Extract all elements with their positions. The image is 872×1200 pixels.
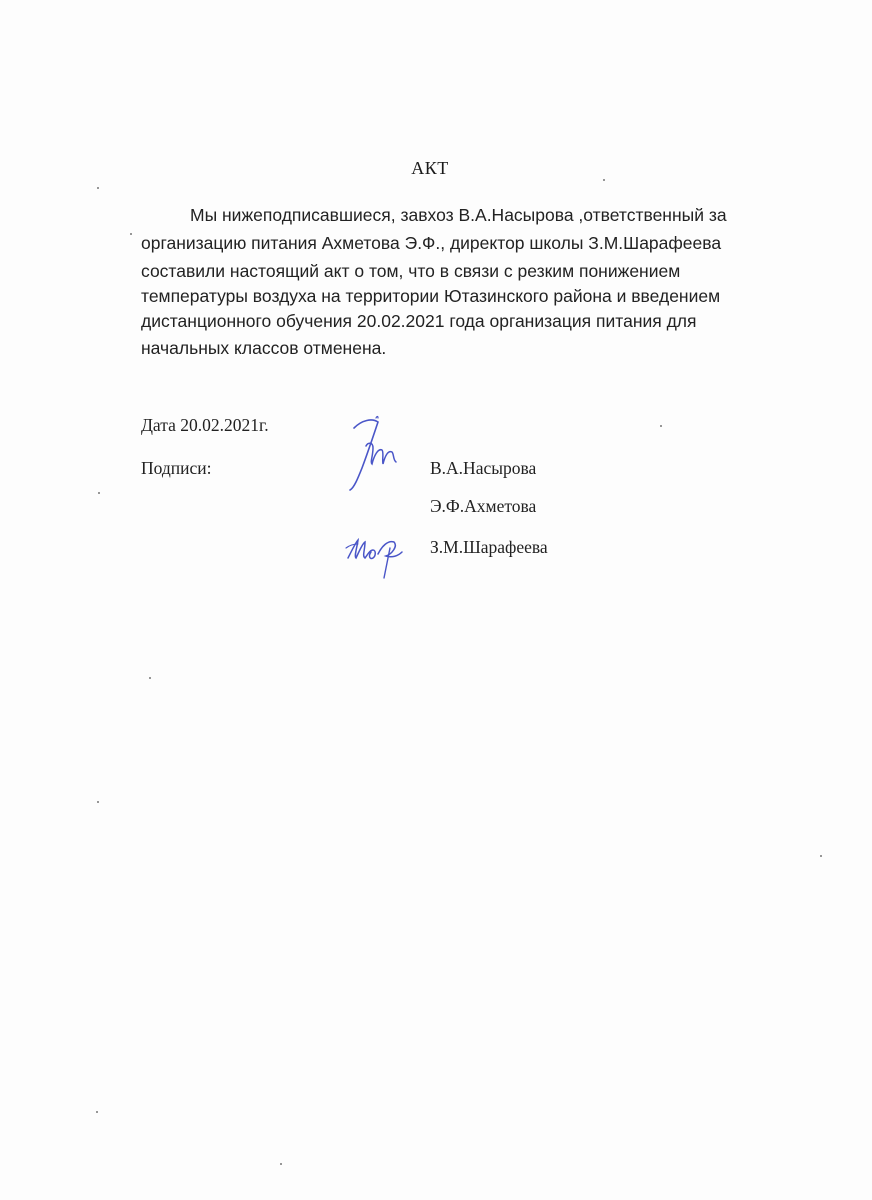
- paragraph-line-2: организацию питания Ахметова Э.Ф., директор школы З.М.Шарафеева: [141, 233, 722, 253]
- scan-speck: [130, 233, 132, 235]
- scan-speck: [98, 492, 100, 494]
- paragraph-line-6: начальных классов отменена.: [141, 338, 387, 358]
- scan-speck: [97, 187, 99, 189]
- signatures-label: Подписи:: [141, 458, 212, 478]
- paragraph-line-3: составили настоящий акт о том, что в связи с резким понижением: [141, 261, 681, 281]
- signature-1: [340, 412, 410, 494]
- scan-speck: [149, 677, 151, 679]
- scan-speck: [96, 1111, 98, 1113]
- scan-speck: [660, 425, 662, 427]
- paragraph-line-4: температуры воздуха на территории Ютазинского района и введением: [141, 286, 721, 306]
- signatory-2: Э.Ф.Ахметова: [430, 496, 537, 516]
- signatory-1: В.А.Насырова: [430, 458, 537, 478]
- signatory-3: З.М.Шарафеева: [430, 537, 548, 557]
- paragraph-line-1: Мы нижеподписавшиеся, завхоз В.А.Насырова ,ответственный за: [190, 205, 727, 225]
- document-title: АКТ: [411, 158, 449, 178]
- scan-speck: [97, 801, 99, 803]
- date-line: Дата 20.02.2021г.: [141, 415, 269, 435]
- paragraph-line-5: дистанционного обучения 20.02.2021 года организация питания для: [141, 311, 697, 331]
- scan-speck: [820, 855, 822, 857]
- signature-2: [340, 528, 420, 586]
- scan-speck: [603, 179, 605, 181]
- scan-speck: [280, 1163, 282, 1165]
